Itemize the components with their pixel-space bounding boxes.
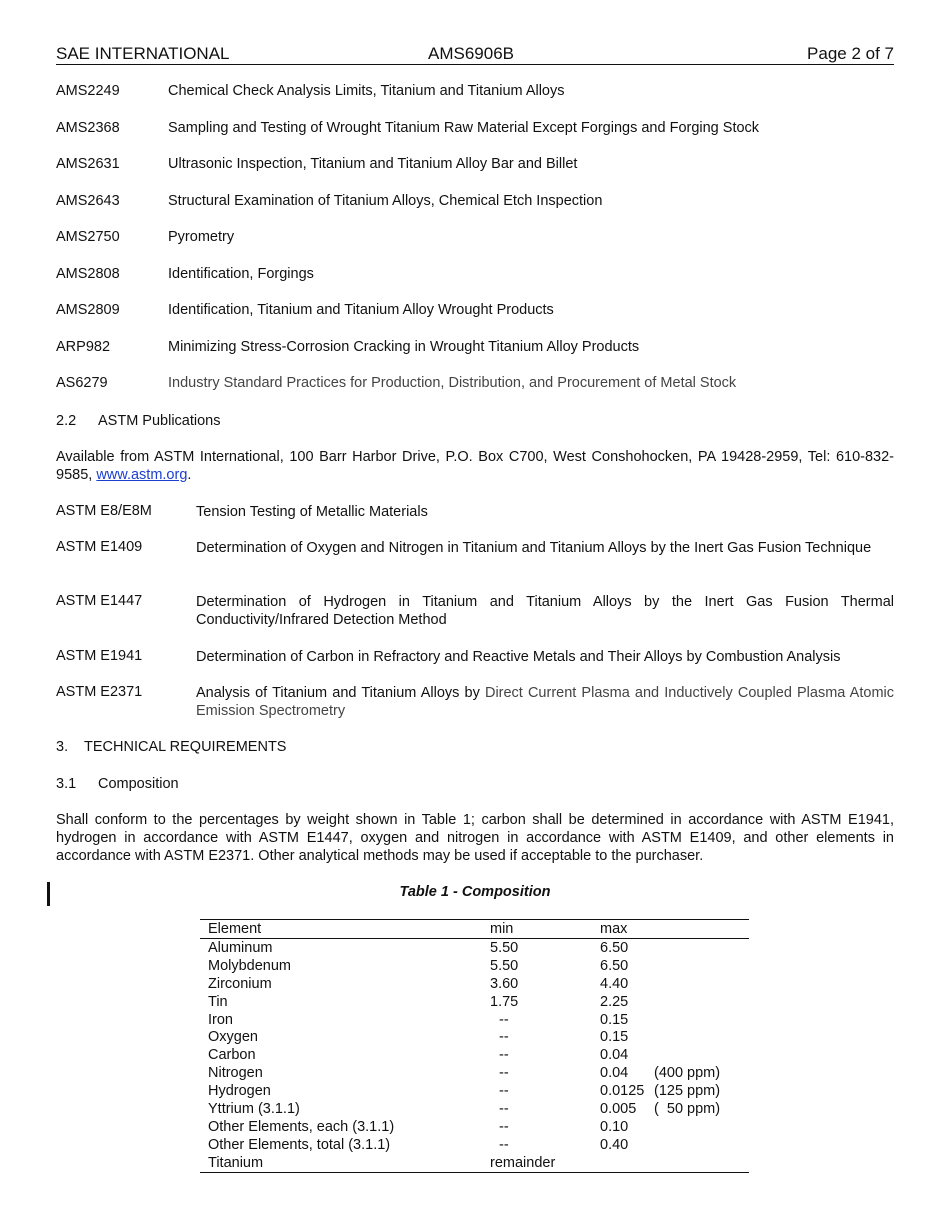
astm-website-link[interactable]: www.astm.org <box>96 467 188 483</box>
cell-max: 6.50 <box>600 957 629 974</box>
reference-title: Chemical Check Analysis Limits, Titanium and Titanium Alloys <box>168 83 565 99</box>
table-row <box>200 939 749 957</box>
reference-code: AMS2750 <box>56 229 120 245</box>
header-doc-number: AMS6906B <box>428 44 514 63</box>
table-row <box>200 993 749 1011</box>
reference-code: AMS2809 <box>56 302 120 318</box>
cell-max: 0.0125 <box>600 1083 645 1100</box>
section-number: 3. <box>56 739 69 755</box>
astm-title: Tension Testing of Metallic Materials <box>196 504 428 520</box>
section-title: Composition <box>98 776 179 792</box>
cell-min: -- <box>499 1083 509 1100</box>
cell-min: -- <box>499 1029 509 1046</box>
availability-text: Available from ASTM International, 100 Barr Harbor Drive, P.O. Box C700, West Conshohocken, PA 19428-2959, Tel: 610-832-9585, <box>56 449 894 483</box>
header-min: min <box>490 921 514 937</box>
cell-note: ( 50 ppm) <box>654 1101 721 1118</box>
cell-min: 5.50 <box>490 957 519 974</box>
astm-title: Determination of Hydrogen in Titanium and Titanium Alloys by the Inert Gas Fusion Thermal Conductivity/Infrared Detection Method <box>196 594 894 628</box>
cell-element: Oxygen <box>208 1029 258 1046</box>
reference-title: Industry Standard Practices for Production, Distribution, and Procurement of Metal Stock <box>168 375 737 391</box>
astm-title-part: Analysis of Titanium and Titanium Alloys by <box>196 685 485 701</box>
cell-element: Yttrium (3.1.1) <box>208 1101 300 1118</box>
cell-element: Zirconium <box>208 975 272 992</box>
reference-title: Identification, Forgings <box>168 266 314 282</box>
reference-title: Sampling and Testing of Wrought Titanium Raw Material Except Forgings and Forging Stock <box>168 120 760 136</box>
composition-table <box>200 919 749 1173</box>
page-header <box>56 44 894 65</box>
astm-availability-paragraph <box>56 448 894 484</box>
cell-max: 6.50 <box>600 940 629 956</box>
astm-code: ASTM E1447 <box>56 593 143 609</box>
availability-end: . <box>187 467 192 483</box>
cell-min: -- <box>499 1118 509 1135</box>
reference-code: AMS2249 <box>56 83 120 99</box>
cell-element: Tin <box>208 993 228 1010</box>
cell-element: Aluminum <box>208 940 273 956</box>
table-row <box>200 1028 749 1046</box>
header-page-number: Page 2 of 7 <box>807 44 894 63</box>
table-row <box>200 1100 749 1118</box>
composition-paragraph: Shall conform to the percentages by weight shown in Table 1; carbon shall be determined in accordance with ASTM E1941, hydrogen in accordance with ASTM E1447, oxygen and nitrogen in accordance with ASTM E1409, and other elements in accordance with ASTM E2371. Other analytical methods may be used if acceptable to the purchaser. <box>56 812 894 864</box>
cell-max: 0.15 <box>600 1011 629 1028</box>
header-max: max <box>600 921 628 937</box>
cell-max: 0.04 <box>600 1065 629 1082</box>
table-row <box>200 975 749 993</box>
cell-element: Other Elements, total (3.1.1) <box>208 1136 391 1153</box>
section-heading-3 <box>56 738 894 756</box>
cell-max: 0.04 <box>600 1047 629 1064</box>
cell-min: -- <box>499 1065 509 1082</box>
cell-element: Nitrogen <box>208 1065 263 1082</box>
section-heading-3-1 <box>56 775 894 793</box>
cell-max: 0.15 <box>600 1029 629 1046</box>
cell-max: 0.10 <box>600 1118 629 1135</box>
cell-element: Hydrogen <box>208 1083 271 1100</box>
reference-code: AMS2808 <box>56 266 120 282</box>
cell-min: -- <box>499 1136 509 1153</box>
astm-code: ASTM E1941 <box>56 648 143 664</box>
header-element: Element <box>208 921 262 937</box>
table-row <box>200 957 749 975</box>
cell-min: -- <box>499 1011 509 1028</box>
cell-min: 5.50 <box>490 940 519 956</box>
cell-element: Carbon <box>208 1047 256 1064</box>
section-title: TECHNICAL REQUIREMENTS <box>84 739 287 755</box>
cell-element: Other Elements, each (3.1.1) <box>208 1118 395 1135</box>
cell-note: (400 ppm) <box>654 1065 721 1082</box>
cell-min: 1.75 <box>490 993 519 1010</box>
reference-title: Identification, Titanium and Titanium Alloy Wrought Products <box>168 302 554 318</box>
reference-code: ARP982 <box>56 339 111 355</box>
reference-title: Pyrometry <box>168 229 235 245</box>
cell-min: -- <box>499 1101 509 1118</box>
cell-element: Titanium <box>208 1154 264 1171</box>
astm-title-part: Direct Current Plasma and Inductively Coupled Plasma Atomic Emission Spectrometry <box>196 685 894 719</box>
table-row <box>200 1011 749 1029</box>
cell-max: 0.40 <box>600 1136 629 1153</box>
cell-min: 3.60 <box>490 975 519 992</box>
table-row <box>200 1064 749 1082</box>
cell-element: Iron <box>208 1011 233 1028</box>
reference-code: AMS2643 <box>56 193 120 209</box>
table-row <box>200 1082 749 1100</box>
astm-code: ASTM E8/E8M <box>56 503 152 519</box>
text-cursor-marker <box>47 882 50 906</box>
table-row <box>200 1046 749 1064</box>
table-caption: Table 1 - Composition <box>399 884 551 900</box>
section-heading-2-2 <box>56 412 894 430</box>
cell-element: Molybdenum <box>208 957 292 974</box>
section-number: 3.1 <box>56 776 77 792</box>
astm-title <box>196 684 894 720</box>
cell-max: 0.005 <box>600 1101 637 1118</box>
astm-code: ASTM E1409 <box>56 539 143 555</box>
reference-code: AMS2368 <box>56 120 120 136</box>
astm-code: ASTM E2371 <box>56 684 143 700</box>
table-row <box>200 1154 749 1172</box>
cell-min: remainder <box>490 1154 556 1171</box>
cell-min: -- <box>499 1047 509 1064</box>
reference-title: Minimizing Stress-Corrosion Cracking in Wrought Titanium Alloy Products <box>168 339 640 355</box>
cell-max: 2.25 <box>600 993 629 1010</box>
section-number: 2.2 <box>56 413 77 429</box>
reference-title: Structural Examination of Titanium Alloys, Chemical Etch Inspection <box>168 193 603 209</box>
table-row <box>200 1118 749 1136</box>
astm-title: Determination of Oxygen and Nitrogen in Titanium and Titanium Alloys by the Inert Gas Fusion Technique <box>196 540 872 556</box>
section-title: ASTM Publications <box>98 413 221 429</box>
cell-note: (125 ppm) <box>654 1083 721 1100</box>
reference-code: AS6279 <box>56 375 108 391</box>
reference-code: AMS2631 <box>56 156 120 172</box>
header-org: SAE INTERNATIONAL <box>56 44 230 63</box>
astm-title: Determination of Carbon in Refractory and Reactive Metals and Their Alloys by Combustion Analysis <box>196 649 841 665</box>
table-body <box>200 939 749 1172</box>
table-header-row <box>200 920 749 939</box>
table-row <box>200 1136 749 1154</box>
reference-title: Ultrasonic Inspection, Titanium and Titanium Alloy Bar and Billet <box>168 156 578 172</box>
cell-max: 4.40 <box>600 975 629 992</box>
